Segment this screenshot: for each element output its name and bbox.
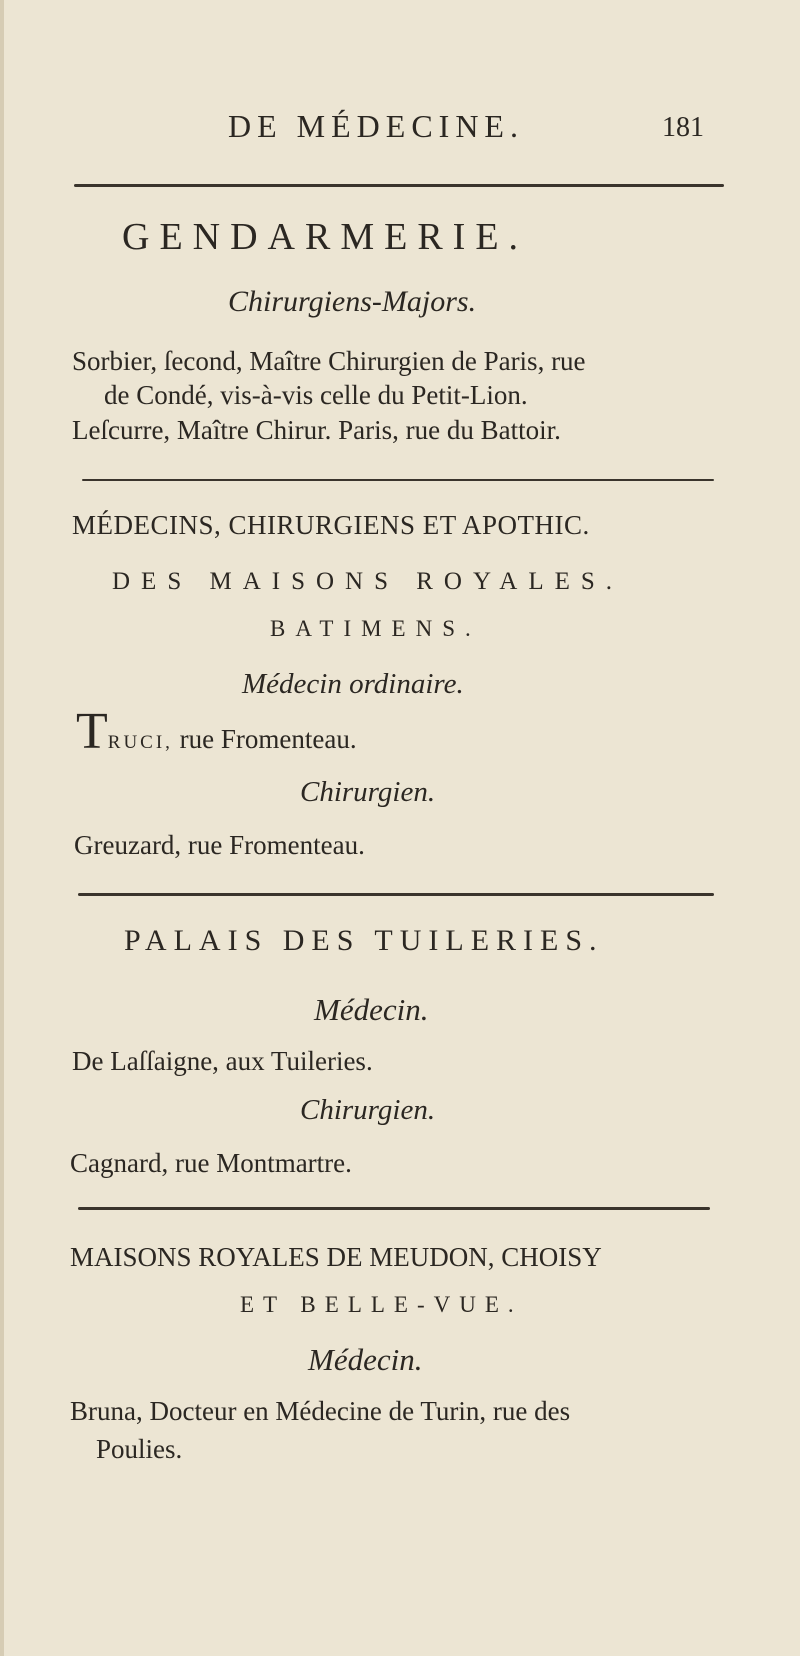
header-rule [74,184,724,187]
entry-truci-caps: RUCI, [107,732,173,753]
subtitle-maisons-royales: DES MAISONS ROYALES. [112,568,624,595]
entry-lescurre: Leſcurre, Maître Chirur. Paris, rue du Battoir. [72,415,561,445]
entry-cagnard: Cagnard, rue Montmartre. [70,1148,352,1178]
drop-cap: T [76,703,108,760]
heading-chirurgien: Chirurgien. [300,776,436,808]
subtitle-belle-vue: ET BELLE-VUE. [240,1292,523,1317]
section-rule [82,479,714,481]
section-title-tuileries: PALAIS DES TUILERIES. [124,924,604,957]
entry-greuzard: Greuzard, rue Fromenteau. [74,830,365,860]
page-number: 181 [662,112,704,143]
subtitle-batimens: BATIMENS. [270,616,481,641]
section-rule [78,1207,710,1210]
heading-chirurgien-tuileries: Chirurgien. [300,1094,436,1126]
section-rule [78,893,714,896]
section-title-maisons-royales: MÉDECINS, CHIRURGIENS ET APOTHIC. [72,510,590,540]
page-edge [0,0,4,1656]
heading-medecin-ordinaire: Médecin ordinaire. [242,668,464,700]
subtitle-chirurgiens-majors: Chirurgiens-Majors. [228,285,477,318]
entry-bruna-line1: Bruna, Docteur en Médecine de Turin, rue des [70,1396,571,1426]
running-title: DE MÉDECINE. [228,108,524,144]
section-title-gendarmerie: GENDARMERIE. [122,216,529,258]
entry-truci [76,703,357,760]
entry-bruna-line2: Poulies. [96,1434,183,1464]
heading-medecin-tuileries: Médecin. [314,992,429,1027]
entry-lassaigne: De Laſſaigne, aux Tuileries. [72,1046,373,1076]
entry-truci-rest: rue Fromenteau. [179,724,357,754]
entry-sorbier-line2: de Condé, vis-à-vis celle du Petit-Lion. [104,380,528,410]
heading-medecin-meudon: Médecin. [308,1342,423,1377]
section-title-meudon: MAISONS ROYALES DE MEUDON, CHOISY [70,1242,602,1272]
entry-sorbier-line1: Sorbier, ſecond, Maître Chirurgien de Paris, rue [72,346,586,376]
